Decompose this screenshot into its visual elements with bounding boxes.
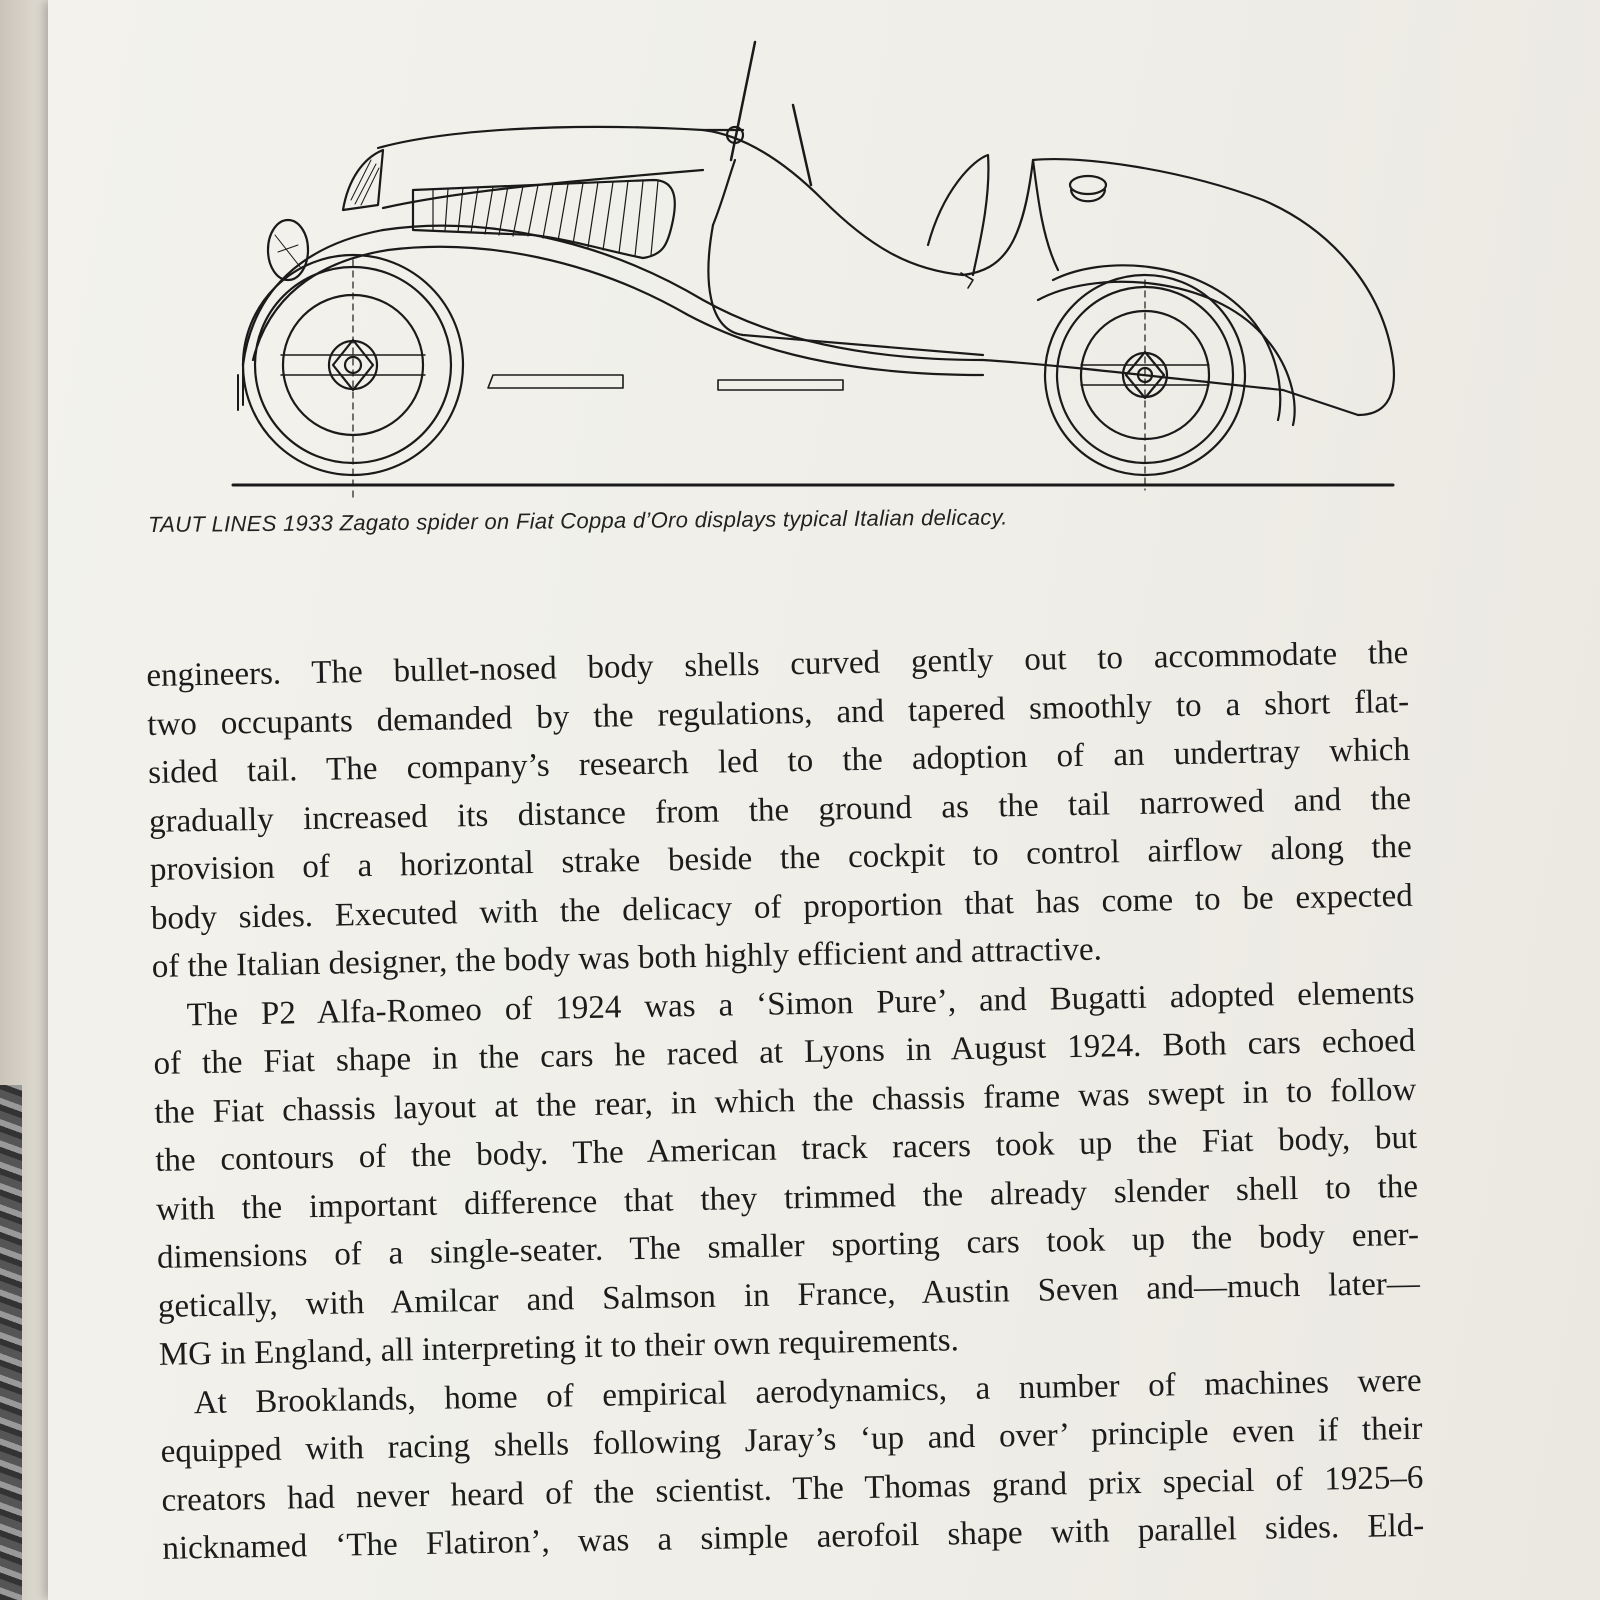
- text-line: gradually increased its distance from the ground as the tail narrowed and the: [148, 780, 1412, 840]
- text-line: sided tail. The company’s research led to the adoption of an undertray which: [147, 731, 1411, 791]
- text-line: engineers. The bullet-nosed body shells curved gently out to accommodate the: [146, 634, 1409, 694]
- text-line: At Brooklands, home of empirical aerodynamics, a number of machines were: [193, 1362, 1422, 1421]
- text-line: The P2 Alfa-Romeo of 1924 was a ‘Simon Pure’, and Bugatti adopted elements: [186, 974, 1415, 1033]
- body-text: [146, 629, 1425, 1573]
- text-line: the contours of the body. The American track racers took up the Fiat body, but: [154, 1119, 1418, 1179]
- car-illustration: [183, 30, 1413, 500]
- text-line: nicknamed ‘The Flatiron’, was a simple aerofoil shape with parallel sides. Eld-: [162, 1507, 1425, 1567]
- text-line: dimensions of a single-seater. The smaller sporting cars took up the body ener-: [156, 1216, 1420, 1276]
- paragraph-2: [152, 968, 1421, 1379]
- caption-text: 1933 Zagato spider on Fiat Coppa d’Oro displays typical Italian delicacy.: [282, 504, 1008, 536]
- text-line: body sides. Executed with the delicacy of proportion that has come to be expected: [150, 877, 1414, 937]
- text-line: the Fiat chassis layout at the rear, in which the chassis frame was swept in to follow: [154, 1071, 1417, 1131]
- book-page: [48, 0, 1600, 1600]
- text-line: two occupants demanded by the regulations, and tapered smoothly to a short flat-: [146, 683, 1410, 743]
- text-line: with the important difference that they trimmed the already slender shell to the: [155, 1168, 1419, 1228]
- paragraph-1: [146, 629, 1414, 992]
- caption-lead: TAUT LINES: [148, 510, 277, 537]
- text-line: getically, with Amilcar and Salmson in France, Austin Seven and—much later—: [157, 1265, 1421, 1325]
- text-line: of the Italian designer, the body was both highly efficient and attractive.: [151, 931, 1103, 985]
- text-line: provision of a horizontal strake beside the cockpit to control airflow along the: [149, 828, 1413, 888]
- figure-caption: [148, 502, 1348, 538]
- adjacent-page-photo: [0, 1085, 22, 1600]
- text-line: creators had never heard of the scientist. The Thomas grand prix special of 1925–6: [161, 1459, 1424, 1519]
- text-line: of the Fiat shape in the cars he raced at Lyons in August 1924. Both cars echoed: [153, 1022, 1416, 1082]
- paragraph-3: [159, 1356, 1424, 1573]
- text-line: MG in England, all interpreting it to their own requirements.: [158, 1322, 960, 1373]
- text-line: equipped with racing shells following Jaray’s ‘up and over’ principle even if their: [160, 1410, 1423, 1470]
